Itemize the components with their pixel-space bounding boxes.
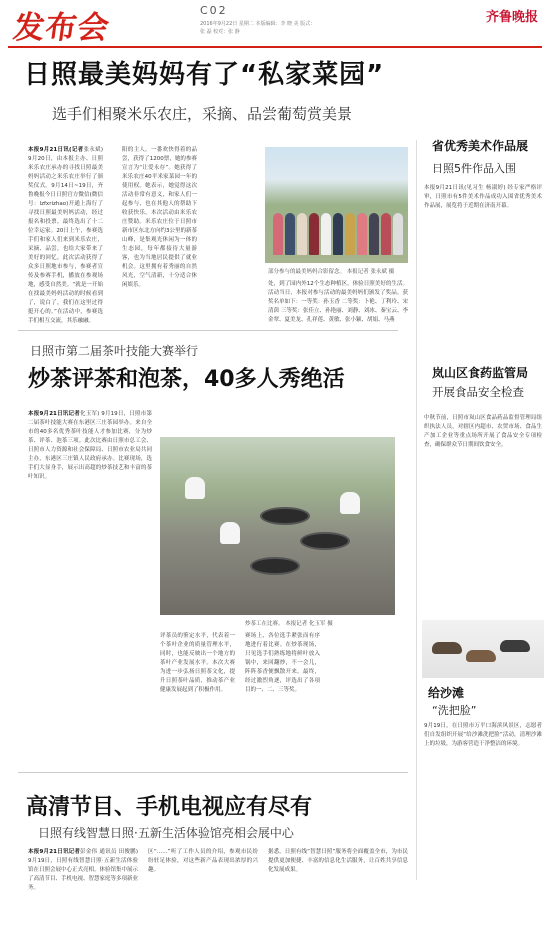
- story1-byline: 本报9月21日讯(记者: [28, 147, 84, 153]
- section-rule: [18, 330, 398, 331]
- right-story2-title: 岚山区食药监管局: [432, 366, 529, 380]
- story1-column-2: 阳的主人。一番欢快得着的品尝，获得了1200票，她的参赛宣言为“让爱永存”。她获得了米乐农庄40平米家菜园一年的使用权。她表示，她觉得这次活动非常有意义，和家人们一起参与，也在其他人的帮助下收获快乐。本次活动由米乐农庄赞助。米乐农庄位于日照市新市区东北方向约3公里的新茶山峰，是集观光休闲为一体的生态园，每年都接待大量游客，也为当地居民提供了就业机会。这里拥有着秀丽的自然风光，空气清新，十分适合休闲娱乐。: [122, 147, 197, 288]
- story3-column-3: 据悉，日照有线“智慧日照”服务将全面覆盖全市，为市民提供更加便捷、丰富的信息化生活服务，让百姓共享信息化发展成果。: [268, 849, 408, 873]
- story2-column-2: 评茶员的鉴定水平，代表着一个茶叶企业的质量管理水平，同时，也能反映出一个地方的茶叶产业发展水平。本次大赛为进一步弘扬日照茶文化，提升日照茶叶品质，推动茶产业健康发展起到了积极作用。: [160, 633, 235, 693]
- story3-column-2: 区“……”听了工作人员的介绍，参观市民纷纷驻足体验，对这些新产品表现出浓厚的兴趣。: [148, 849, 258, 873]
- story1-photo-caption: 部分参与的最美妈妈合影留念。 本报记者 张永斌 摄: [268, 269, 395, 275]
- story2-byline: 本报9月21日讯记者: [28, 411, 80, 417]
- story2-col1-text: 化玉军) 9月19日，日照市第二届茶叶技能大赛在东港区三庄茶园举办。来自全市的40多名优秀茶叶技能人才参加比赛，分为炒茶、评茶、泡茶三项。此次比赛由日照市总工会、日照市人力资源和社会保障局、日照市农业局共同主办，东港区三庄镇人民政府承办。比赛现场，选手们大显身手，展示出高超的炒茶技艺和丰富的茶叶知识。: [28, 411, 152, 480]
- story1-column-1: [28, 146, 103, 326]
- column-divider: [416, 140, 417, 880]
- story2-column-1: [28, 410, 152, 765]
- paper-name: 齐鲁晚报: [485, 10, 538, 25]
- story1-col1-text: 张永斌) 9月20日，由本报主办、日照米乐农庄承办的寻找日照最美妈妈活动之米乐农庄举行了颁奖仪式。9月14日~19日，齐鲁晚报今日日照官方微信(微信号：lzfxrizhao)开通上海行了寻找日照最美妈妈活动，经过报名和投票，最终选出了十二位幸运家。20日上午，参赛选手们和家人们来到米乐农庄，采摘、品尝，也给大家带来了美好的回忆。此次活动获得了众多日照地市参与，参赛者宣传及参赛手机，播放在参观场地，感受自然美。“就是一开始在找最美妈妈活动的时候看到了，说白了，我们在这里过得挺开心的。”在活动中，参赛选手们相互交流，其乐融融。: [28, 147, 103, 324]
- section-rule-2: [18, 772, 408, 773]
- masthead: [0, 0, 550, 46]
- right-story1-subtitle: 日照5件作品入围: [432, 162, 516, 175]
- story2-column-4: [330, 632, 405, 766]
- story1-column-3: 处，到了园内外12个生态种植区，体验日照美好的生活。活动当日，本报对参与活动的最美妈妈们颁发了奖品。获奖名单如下：一等奖：孙玉香 二等奖：卜艳、丁利玲、宋清茵 三等奖：张佳立、孙艳丽、刘静、刘冰、秦宝云、李金翠、夏美龙、孔祥莲、黄敏、张小颖、胡娟、马燕: [268, 281, 408, 323]
- story1-column-2b: [210, 146, 260, 326]
- story3-col1-text: 彭金伟 通讯员 田俊鹏) 9月19日，日照有线智慧日照·五新生活体验馆在日照会展中心正式亮相。体验馆集中展示了高清节目、手机电视、智慧家庭等多项新业务。: [28, 849, 138, 891]
- story3-subhead: 日照有线智慧日照·五新生活体验馆亮相会展中心: [38, 826, 294, 840]
- right-story3-photo: [422, 620, 544, 678]
- right-story1-title: 省优秀美术作品展: [432, 139, 529, 153]
- story2-column-3: 赛场上，各位选手紧张而有序地进行着比赛。在炒茶现场，只见选手们熟练地将鲜叶放入锅中，来回翻炒，不一会儿，阵阵茶香便飘散开来。最终，经过激烈角逐，评选出了各项目的一、二、三等奖。: [245, 633, 320, 693]
- right-story3-text: 9月19日，在日照市万平口海滨风景区，志愿者们自发组织开展“给沙滩洗把脸”活动，清理沙滩上的垃圾，为游客营造干净整洁的环境。: [424, 723, 542, 747]
- right-story2-text: 中秋节前，日照市岚山区食品药品监督管理局组织执法人员，对辖区内超市、农贸市场、食品生产加工企业等重点场所开展了食品安全专项检查，确保群众节日期间饮食安全。: [424, 415, 542, 448]
- story3-column-1: [28, 848, 138, 924]
- right-story3-title: 给沙滩: [428, 686, 465, 700]
- story1-subhead: 选手们相聚米乐农庄，采摘、品尝葡萄赏美景: [52, 105, 353, 123]
- story3-byline: 本报9月21日讯记者: [28, 849, 81, 855]
- top-rule: [8, 46, 542, 48]
- right-story2-subtitle: 开展食品安全检查: [432, 385, 524, 399]
- story3-headline: 高清节目、手机电视应有尽有: [26, 795, 313, 820]
- story2-photo: [160, 437, 395, 615]
- issue-meta: 2016年9月22日 星期二 本版编辑：李 晓 美 版式：张 磊 校对：张 静: [200, 21, 316, 35]
- right-story1-text: 本报9月21日讯(见习生 杨淑婷) 经专家严格评审，日照市有5件美术作品成功入围省优秀美术作品展，展览将于近期在济南开幕。: [424, 185, 542, 209]
- right-story3-subtitle: “洗把脸”: [432, 704, 477, 717]
- section-logo: 发布会: [10, 10, 113, 46]
- issue-number: C02: [200, 4, 228, 17]
- story2-photo-caption: 炒茶工在比赛。 本报记者 化玉军 摄: [245, 621, 333, 627]
- story2-headline: 炒茶评茶和泡茶，40多人秀绝活: [28, 367, 345, 392]
- story2-kicker: 日照市第二届茶叶技能大赛举行: [30, 344, 199, 358]
- story1-headline: 日照最美妈妈有了“私家菜园”: [24, 60, 385, 90]
- story1-photo: [265, 147, 408, 263]
